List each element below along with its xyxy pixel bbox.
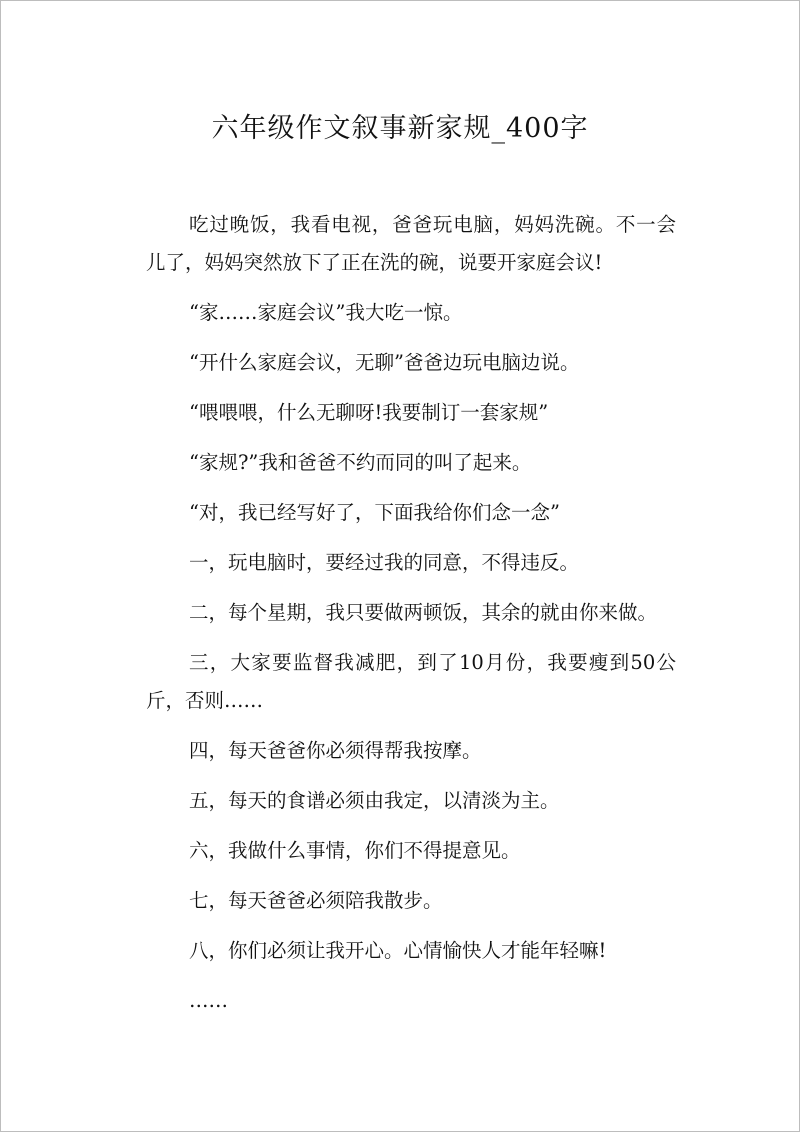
paragraph: 三，大家要监督我减肥，到了10月份，我要瘦到50公斤，否则…… bbox=[146, 651, 676, 712]
paragraph: “喂喂喂，什么无聊呀!我要制订一套家规” bbox=[189, 401, 549, 424]
paragraph: 八，你们必须让我开心。心情愉快人才能年轻嘛! bbox=[189, 939, 607, 962]
paragraph: “家……家庭会议”我大吃一惊。 bbox=[189, 301, 463, 324]
paragraph: 五，每天的食谱必须由我定，以清淡为主。 bbox=[189, 789, 560, 812]
paragraph: 七，每天爸爸必须陪我散步。 bbox=[189, 889, 443, 912]
document-body bbox=[146, 206, 676, 1032]
paragraph: …… bbox=[189, 989, 228, 1012]
paragraph: “家规?”我和爸爸不约而同的叫了起来。 bbox=[189, 451, 532, 474]
document-title: 六年级作文叙事新家规_400字 bbox=[211, 113, 589, 144]
paragraph: 吃过晚饭，我看电视，爸爸玩电脑，妈妈洗碗。不一会儿了，妈妈突然放下了正在洗的碗，说要开家庭会议! bbox=[146, 213, 676, 274]
paragraph: 一，玩电脑时，要经过我的同意，不得违反。 bbox=[189, 551, 580, 574]
paragraph: 六，我做什么事情，你们不得提意见。 bbox=[189, 839, 521, 862]
paragraph: 二，每个星期，我只要做两顿饭，其余的就由你来做。 bbox=[189, 601, 658, 624]
paragraph: “开什么家庭会议，无聊”爸爸边玩电脑边说。 bbox=[189, 351, 580, 374]
paragraph: 四，每天爸爸你必须得帮我按摩。 bbox=[189, 739, 482, 762]
paragraph: “对，我已经写好了，下面我给你们念一念” bbox=[189, 501, 560, 524]
